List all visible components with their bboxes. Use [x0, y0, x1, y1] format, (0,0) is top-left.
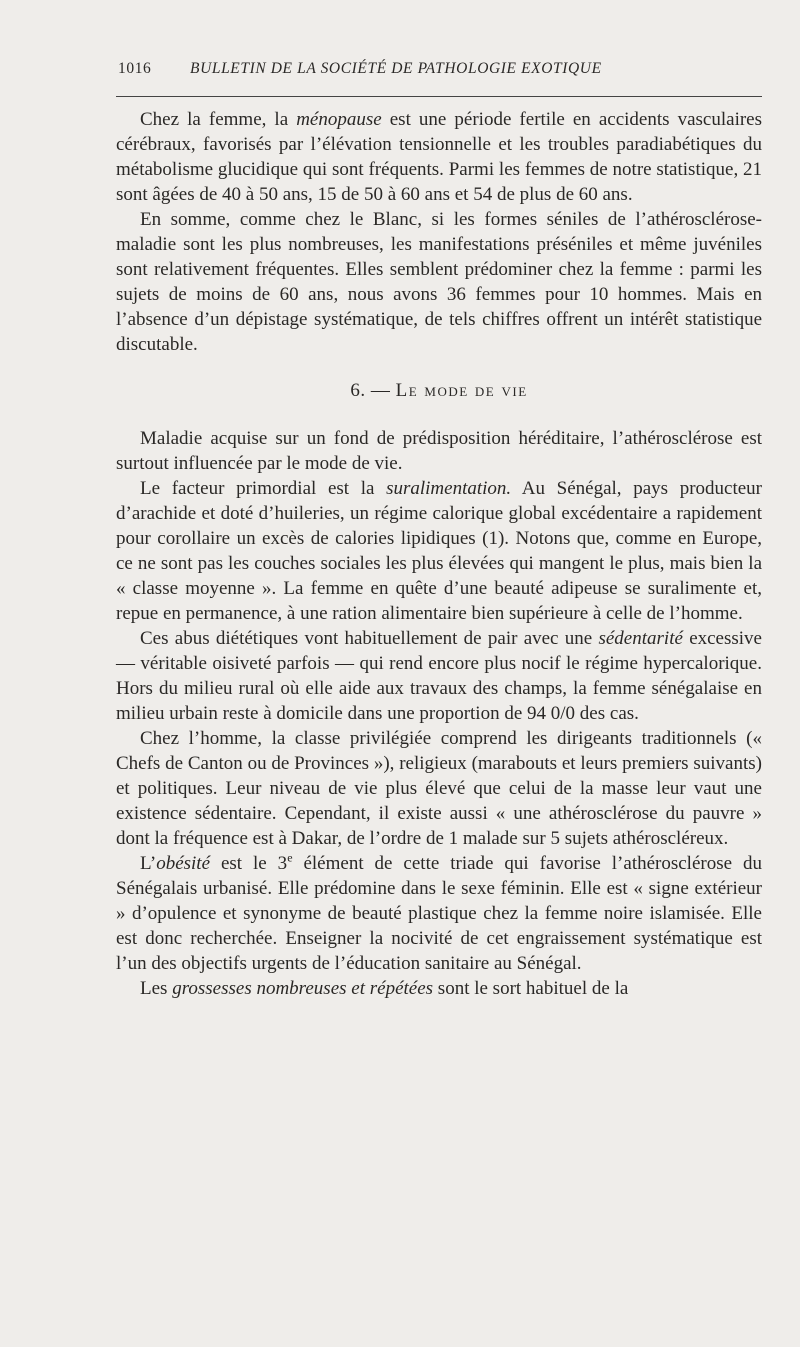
- paragraphs-bottom: [116, 426, 762, 1001]
- superscript: e: [287, 850, 293, 865]
- text-segment: Chez la femme, la: [140, 109, 297, 130]
- header-rule: [116, 96, 762, 97]
- italic-text: sédentarité: [598, 628, 683, 649]
- paragraph: [116, 976, 762, 1001]
- section-number: 6. —: [350, 380, 391, 401]
- body-text: [116, 107, 762, 1001]
- text-segment: est le 3: [210, 853, 288, 874]
- text-segment: Maladie acquise sur un fond de prédisposition héréditaire, l’athérosclérose est surtout influencée par le mode de vie.: [116, 428, 762, 474]
- text-segment: Les: [140, 978, 173, 999]
- paragraph: [116, 476, 762, 626]
- italic-text: grossesses nombreuses et répétées: [172, 978, 434, 999]
- text-segment: élément de cette triade qui favorise l’athérosclérose du Sénégalais urbanisé. Elle prédomine dans le sexe féminin. Elle est « signe extérieur » d’opulence et synonyme de beauté plastique chez la femme noire islamisée. Elle est donc recherchée. Enseigner la nocivité de cet engraissement systématique est l’un des objectifs urgents de l’éducation sanitaire au Sénégal.: [116, 853, 762, 974]
- italic-text: obésité: [156, 853, 211, 874]
- italic-text: suralimentation.: [386, 478, 512, 499]
- text-segment: L’: [140, 853, 157, 874]
- page-number: 1016: [118, 60, 152, 77]
- section-title: Le mode de vie: [395, 380, 528, 401]
- paragraph: [116, 851, 762, 976]
- text-segment: sont le sort habituel de la: [433, 978, 629, 999]
- paragraph: [116, 107, 762, 207]
- paragraph: [116, 426, 762, 476]
- paragraphs-top: [116, 107, 762, 357]
- paragraph: [116, 207, 762, 357]
- section-heading: [116, 378, 762, 403]
- text-segment: En somme, comme chez le Blanc, si les formes séniles de l’athérosclérose-maladie sont les plus nombreuses, les manifestations préséniles et même juvéniles sont relativement fréquentes. Elles semblent prédominer chez la femme : parmi les sujets de moins de 60 ans, nous avons 36 femmes pour 10 hommes. Mais en l’absence d’un dépistage systématique, de tels chiffres offrent un intérêt statistique discutable.: [116, 209, 762, 355]
- text-segment: Chez l’homme, la classe privilégiée comprend les dirigeants traditionnels (« Chefs de Canton ou de Provinces »), religieux (marabouts et leurs premiers suivants) et politiques. Leur niveau de vie plus élevé que celui de la masse leur vaut une existence sédentaire. Cependant, il existe aussi « une athérosclérose du pauvre » dont la fréquence est à Dakar, de l’ordre de 1 malade sur 5 sujets athéroscléreux.: [116, 728, 762, 849]
- text-segment: Au Sénégal, pays producteur d’arachide et doté d’huileries, un régime calorique global excédentaire a rapidement pour corollaire un excès de calories lipidiques (1). Notons que, comme en Europe, ce ne sont pas les couches sociales les plus élevées qui mangent le plus, mais bien la « classe moyenne ». La femme en quête d’une beauté adipeuse se suralimente et, repue en permanence, à une ration alimentaire bien supérieure à celle de l’homme.: [116, 478, 762, 624]
- running-header: [118, 60, 760, 78]
- text-segment: Ces abus diététiques vont habituellement de pair avec une: [140, 628, 599, 649]
- journal-title: BULLETIN DE LA SOCIÉTÉ DE PATHOLOGIE EXOTIQUE: [190, 60, 602, 77]
- italic-text: ménopause: [296, 109, 382, 130]
- text-segment: est une période fertile en accidents vasculaires cérébraux, favorisés par l’élévation tensionnelle et les troubles paradiabétiques du métabolisme glucidique qui sont fréquents. Parmi les femmes de notre statistique, 21 sont âgées de 40 à 50 ans, 15 de 50 à 60 ans et 54 de plus de 60 ans.: [116, 109, 762, 205]
- text-segment: Le facteur primordial est la: [140, 478, 387, 499]
- text-segment: excessive — véritable oisiveté parfois — qui rend encore plus nocif le régime hypercalorique. Hors du milieu rural où elle aide aux travaux des champs, la femme sénégalaise en milieu urbain reste à domicile dans une proportion de 94 0/0 des cas.: [116, 628, 762, 724]
- paragraph: [116, 726, 762, 851]
- paragraph: [116, 626, 762, 726]
